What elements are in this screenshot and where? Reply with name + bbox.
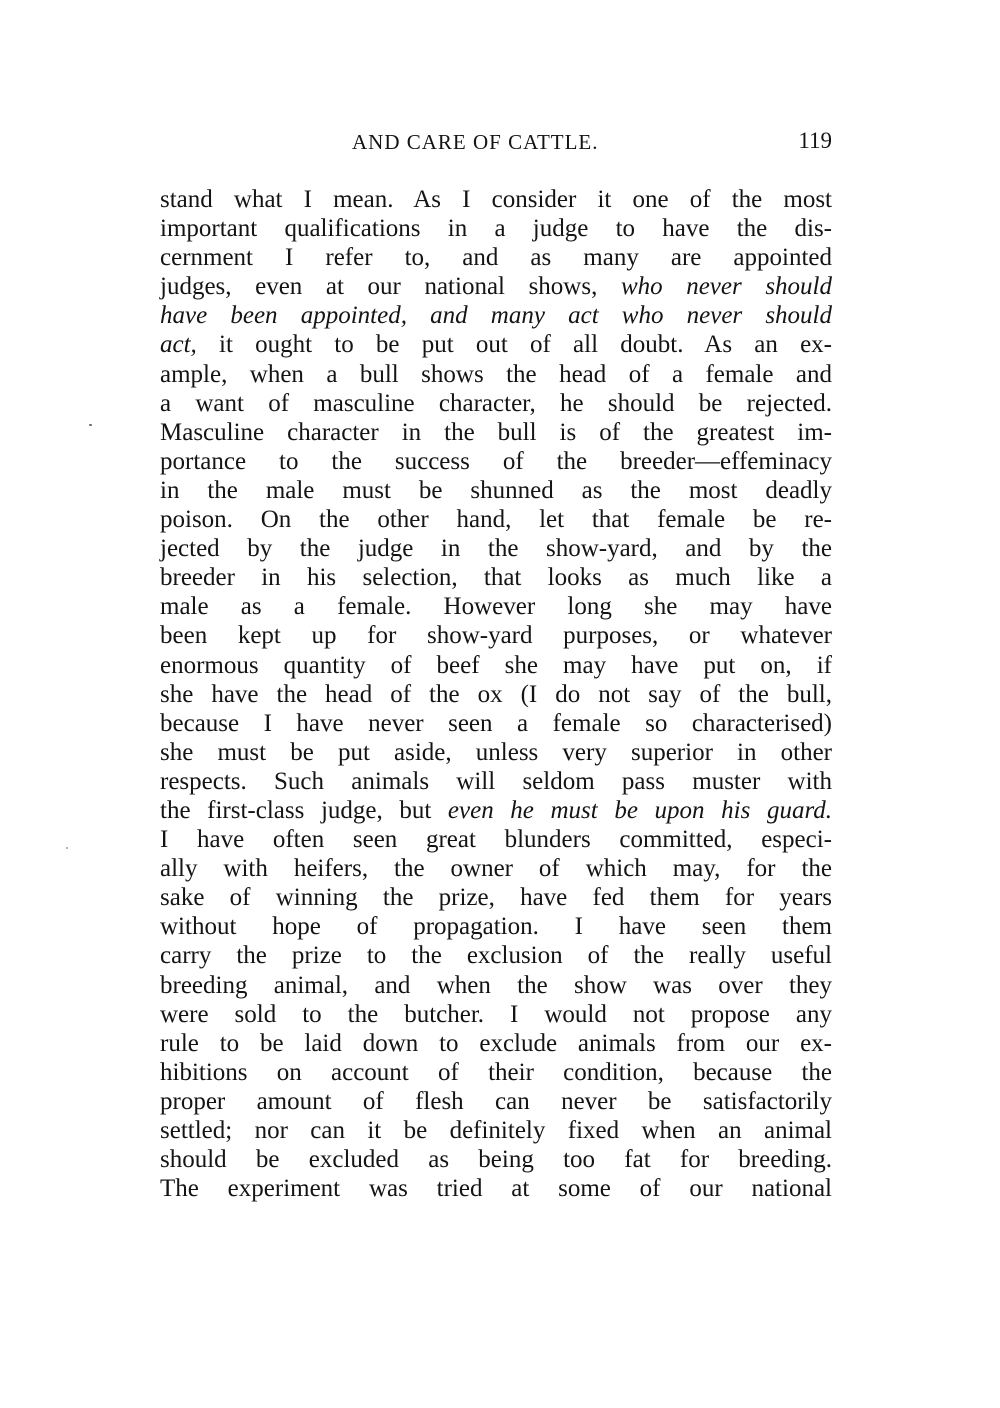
paper-speck	[66, 847, 68, 849]
text-line: in the male must be shunned as the most deadly	[160, 476, 832, 504]
italic-emphasis: even he must be upon his guard.	[447, 796, 832, 824]
page-number: 119	[798, 128, 832, 153]
text-line: were sold to the butcher. I would not propose any	[160, 1000, 832, 1028]
italic-emphasis: have been appointed, and many act who never should	[160, 302, 832, 330]
text-line: settled; nor can it be definitely fixed when an animal	[160, 1117, 832, 1144]
text-line: hibitions on account of their condition, because the	[160, 1058, 832, 1086]
text-line: Masculine character in the bull is of the greatest im-	[160, 418, 832, 446]
text-line: rule to be laid down to exclude animals from our ex-	[160, 1029, 832, 1057]
text-line: because I have never seen a female so characterised)	[160, 709, 832, 737]
text-line: The experiment was tried at some of our national	[160, 1175, 832, 1203]
text-line: breeder in his selection, that looks as much like a	[160, 564, 832, 592]
paper-speck	[89, 424, 92, 426]
italic-emphasis: who never should	[620, 273, 832, 301]
text-line	[160, 301, 832, 330]
text-line: respects. Such animals will seldom pass muster with	[160, 767, 832, 795]
text-line: stand what I mean. As I consider it one of the most	[160, 186, 832, 213]
text-line: the first-class judge, but even he must be upon his guard.	[160, 796, 832, 824]
text-line: I have often seen great blunders committed, especi-	[160, 826, 832, 854]
text-line: important qualifications in a judge to have the dis-	[160, 215, 832, 243]
body-text	[160, 185, 832, 1203]
text-line: portance to the success of the breeder—effeminacy	[160, 447, 832, 475]
italic-emphasis: act,	[160, 331, 197, 359]
text-line: ally with heifers, the owner of which may, for the	[160, 855, 832, 883]
text-line: should be excluded as being too fat for breeding.	[160, 1146, 832, 1174]
text-line: she must be put aside, unless very superior in other	[160, 738, 832, 766]
text-line: carry the prize to the exclusion of the really useful	[160, 942, 832, 970]
text-line: breeding animal, and when the show was over they	[160, 971, 832, 999]
running-header	[160, 128, 832, 160]
text-line: ample, when a bull shows the head of a female and	[160, 360, 832, 388]
text-line: cernment I refer to, and as many are appointed	[160, 244, 832, 272]
text-line: been kept up for show-yard purposes, or whatever	[160, 622, 832, 650]
text-line: a want of masculine character, he should be rejected.	[160, 389, 832, 417]
text-line: jected by the judge in the show-yard, and by the	[160, 535, 832, 563]
text-line: judges, even at our national shows, who never should	[160, 273, 832, 301]
text-line: without hope of propagation. I have seen them	[160, 913, 832, 941]
text-line: proper amount of flesh can never be satisfactorily	[160, 1087, 832, 1115]
text-line: act, it ought to be put out of all doubt. As an ex-	[160, 331, 832, 359]
text-line: sake of winning the prize, have fed them for years	[160, 884, 832, 912]
text-line: poison. On the other hand, let that female be re-	[160, 506, 832, 534]
running-title: AND CARE OF CATTLE.	[352, 130, 599, 154]
text-line: she have the head of the ox (I do not say of the bull,	[160, 680, 832, 708]
text-line: male as a female. However long she may have	[160, 593, 832, 621]
text-line: enormous quantity of beef she may have put on, if	[160, 651, 832, 679]
